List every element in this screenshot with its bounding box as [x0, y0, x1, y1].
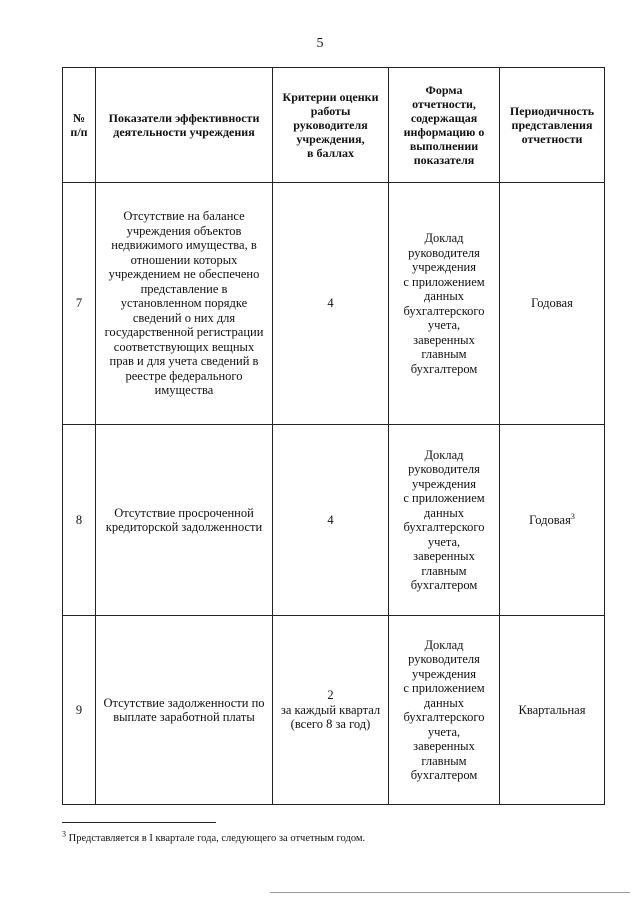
table-header-row: [63, 68, 605, 183]
row-criteria: 2 за каждый квартал (всего 8 за год): [273, 616, 389, 805]
row-indicator: Отсутствие задолженности по выплате заработной платы: [96, 616, 273, 805]
row-report-form: Доклад руководителя учреждения с приложением данных бухгалтерского учета, заверенных главным бухгалтером: [389, 425, 500, 616]
header-criteria: Критерии оценки работы руководителя учреждения, в баллах: [273, 68, 389, 183]
table-row: [63, 425, 605, 616]
page-number: 5: [316, 36, 324, 51]
row-periodicity: [500, 183, 605, 425]
row-periodicity: [500, 425, 605, 616]
footnote-text: Представляется в I квартале года, следующего за отчетным годом.: [66, 833, 366, 844]
row-number: 7: [63, 183, 96, 425]
periodicity-text: Годовая: [529, 512, 571, 527]
header-periodicity: Периодичность представления отчетности: [500, 68, 605, 183]
header-number: № п/п: [63, 68, 96, 183]
header-indicator: Показатели эффективности деятельности учреждения: [96, 68, 273, 183]
row-criteria: 4: [273, 183, 389, 425]
periodicity-text: Годовая: [531, 296, 573, 311]
row-periodicity: [500, 616, 605, 805]
table-row: [63, 183, 605, 425]
row-indicator: Отсутствие просроченной кредиторской задолженности: [96, 425, 273, 616]
row-number: 8: [63, 425, 96, 616]
table-row: [63, 616, 605, 805]
row-report-form: Доклад руководителя учреждения с приложением данных бухгалтерского учета, заверенных главным бухгалтером: [389, 183, 500, 425]
row-criteria: 4: [273, 425, 389, 616]
footnote: [62, 829, 602, 845]
row-report-form: Доклад руководителя учреждения с приложением данных бухгалтерского учета, заверенных главным бухгалтером: [389, 616, 500, 805]
footnote-marker: 3: [62, 829, 66, 839]
scan-edge-line: [270, 892, 630, 893]
row-indicator: Отсутствие на балансе учреждения объектов недвижимого имущества, в отношении которых учреждением не обеспечено представление в установленном порядке сведений о них для государственной регистрации соответствующих вещных прав и для учета сведений в реестре федерального имущества: [96, 183, 273, 425]
row-number: 9: [63, 616, 96, 805]
header-report-form: Форма отчетности, содержащая информацию о выполнении показателя: [389, 68, 500, 183]
footnote-divider: [62, 822, 216, 823]
periodicity-text: Квартальная: [518, 702, 586, 717]
report-table: [62, 67, 605, 805]
periodicity-footnote-ref: 3: [570, 511, 575, 521]
